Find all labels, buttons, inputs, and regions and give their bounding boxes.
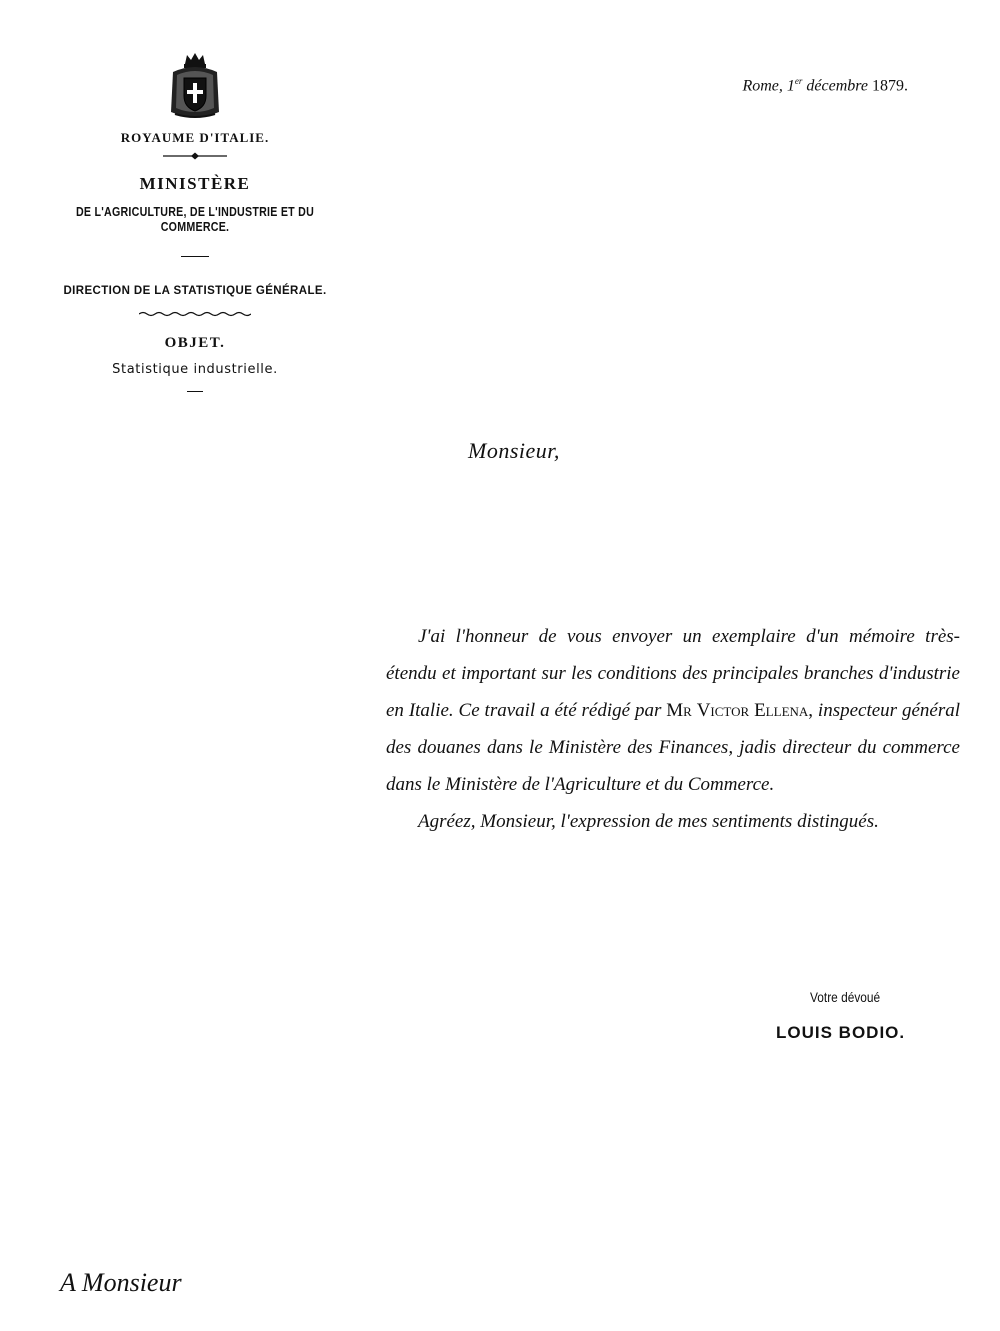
date-month: décembre	[806, 77, 868, 95]
letterhead	[20, 50, 370, 392]
inspector-name: Victor Ellena,	[696, 700, 814, 721]
date-place: Rome,	[742, 77, 783, 95]
objet-label: OBJET.	[164, 335, 226, 351]
ministry-subtitle: DE L'AGRICULTURE, DE L'INDUSTRIE ET DU COMMERCE.	[75, 204, 315, 234]
divider-rule	[181, 256, 209, 257]
salutation: Monsieur,	[468, 438, 560, 463]
kingdom-heading: ROYAUME D'ITALIE.	[120, 130, 270, 145]
signer-name: LOUIS BODIO.	[776, 1023, 906, 1042]
letter-body	[386, 618, 960, 840]
ministry-title: MINISTÈRE	[139, 174, 251, 193]
valediction: Votre dévoué	[810, 989, 881, 1005]
addressee-line: A Monsieur	[60, 1268, 182, 1297]
wavy-rule	[139, 311, 251, 317]
direction-heading: DIRECTION DE LA STATISTIQUE GÉNÉRALE.	[63, 285, 327, 297]
body-paragraph	[386, 618, 960, 803]
date-day: 1	[786, 77, 795, 95]
body-text-before-name: J'ai l'honneur de vous envoyer un exemplaire d'un mémoire très-étendu et important sur les conditions des principales branches d'industrie en Italie. Ce travail a été rédigé par	[386, 626, 960, 721]
ornamental-rule	[163, 152, 227, 160]
body-text-after-name: inspecteur général des douanes dans le Ministère des Finances, jadis directeur du commerce dans le Ministère de l'Agriculture et du Commerce.	[386, 700, 960, 795]
date-line	[742, 76, 908, 95]
closing-paragraph: Agréez, Monsieur, l'expression de mes sentiments distingués.	[418, 811, 879, 832]
end-rule	[187, 391, 203, 392]
objet-value: Statistique industrielle.	[112, 362, 278, 377]
italian-royal-crest-icon	[167, 50, 223, 122]
date-year: 1879.	[872, 77, 908, 95]
date-day-suffix: er	[794, 76, 803, 86]
honorific: Mr	[666, 700, 692, 721]
